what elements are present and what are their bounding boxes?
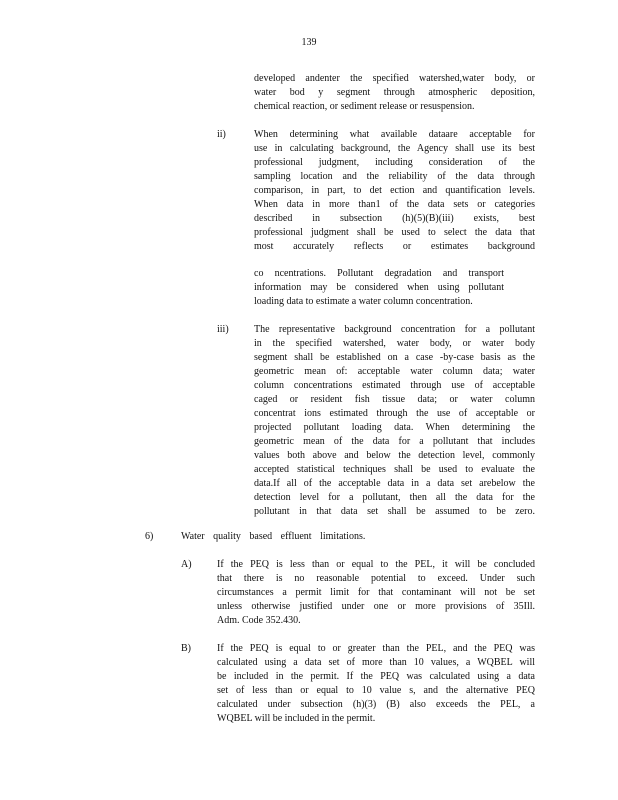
item-b-paragraph bbox=[217, 642, 535, 726]
item-iii-label: iii) bbox=[217, 324, 229, 335]
text-line: accepted statistical techniques shall be used to evaluate the bbox=[254, 464, 535, 475]
text-line: loading data to estimate a water column concentration. bbox=[254, 296, 473, 307]
text-line: If the PEQ is equal to or greater than the PEL, and the PEQ was bbox=[217, 643, 535, 654]
text-line: column concentrations estimated through use of acceptable bbox=[254, 380, 535, 391]
text-line: described in subsection (h)(5)(B)(iii) exists, best bbox=[254, 213, 535, 224]
text-line: chemical reaction, or sediment release or resuspension. bbox=[254, 101, 475, 112]
page-number: 139 bbox=[301, 37, 317, 48]
text-line: Adm. Code 352.430. bbox=[217, 615, 301, 626]
item-6-label: 6) bbox=[145, 531, 154, 542]
text-line: comparison, in part, to det ection and quantification levels. bbox=[254, 185, 535, 196]
text-line: geometric mean of the data for a pollutant that includes bbox=[254, 436, 535, 447]
item-a-paragraph bbox=[217, 558, 535, 628]
text-line: sampling location and the reliability of the data through bbox=[254, 171, 535, 182]
text-line: calculated under subsection (h)(3) (B) also exceeds the PEL, a bbox=[217, 699, 535, 710]
text-line: information may be considered when using pollutant bbox=[254, 282, 504, 293]
text-line: set of less than or equal to 10 value s, and the alternative PEQ bbox=[217, 685, 535, 696]
text-line: concentrat ions estimated through the use of acceptable or bbox=[254, 408, 535, 419]
item-b-label: B) bbox=[181, 643, 191, 654]
text-line: The representative background concentration for a pollutant bbox=[254, 324, 535, 335]
text-line: professional judgment shall be used to select the data that bbox=[254, 227, 535, 238]
item-a-label: A) bbox=[181, 559, 192, 570]
text-line: segment shall be established on a case -by-case basis as the bbox=[254, 352, 535, 363]
item-ii-label: ii) bbox=[217, 129, 226, 140]
text-line: detection level for a pollutant, then all the data for the bbox=[254, 492, 535, 503]
text-line: If the PEQ is less than or equal to the PEL, it will be concluded bbox=[217, 559, 535, 570]
text-line: developed andenter the specified watershed,water body, or bbox=[254, 73, 535, 84]
text-line: values both above and below the detection level, commonly bbox=[254, 450, 535, 461]
text-line: WQBEL will be included in the permit. bbox=[217, 713, 376, 724]
text-line: use in calculating background, the Agency shall use its best bbox=[254, 143, 535, 154]
text-line: When determining what available dataare acceptable for bbox=[254, 129, 535, 140]
text-line: be included in the permit. If the PEQ was calculated using a data bbox=[217, 671, 535, 682]
item-ii-paragraph-2 bbox=[254, 267, 504, 309]
text-line: in the specified watershed, water body, or water body bbox=[254, 338, 535, 349]
text-line: that there is no reasonable potential to exceed. Under such bbox=[217, 573, 535, 584]
text-line: co ncentrations. Pollutant degradation and transport bbox=[254, 268, 504, 279]
text-line: projected pollutant loading data. When determining the bbox=[254, 422, 535, 433]
text-line: circumstances a permit limit for that contaminant will not be set bbox=[217, 587, 535, 598]
text-line: calculated using a data set of more than 10 values, a WQBEL will bbox=[217, 657, 535, 668]
text-line: When data in more than1 of the data sets or categories bbox=[254, 199, 535, 210]
text-line: water bod y segment through atmospheric deposition, bbox=[254, 87, 535, 98]
text-line: pollutant in that data set shall be assumed to be zero. bbox=[254, 506, 535, 517]
item-6-heading: Water quality based effluent limitations. bbox=[181, 531, 366, 542]
text-line: data.If all of the acceptable data in a data set arebelow the bbox=[254, 478, 535, 489]
text-line: most accurately reflects or estimates background bbox=[254, 241, 535, 252]
text-line: professional judgment, including consideration of the bbox=[254, 157, 535, 168]
text-line: geometric mean of: acceptable water column data; water bbox=[254, 366, 535, 377]
item-ii-paragraph-1 bbox=[254, 128, 535, 254]
text-line: caged or resident fish tissue data; or water column bbox=[254, 394, 535, 405]
text-line: unless otherwise justified under one or more provisions of 35Ill. bbox=[217, 601, 535, 612]
continuation-paragraph bbox=[254, 72, 535, 114]
item-iii-paragraph bbox=[254, 323, 535, 519]
